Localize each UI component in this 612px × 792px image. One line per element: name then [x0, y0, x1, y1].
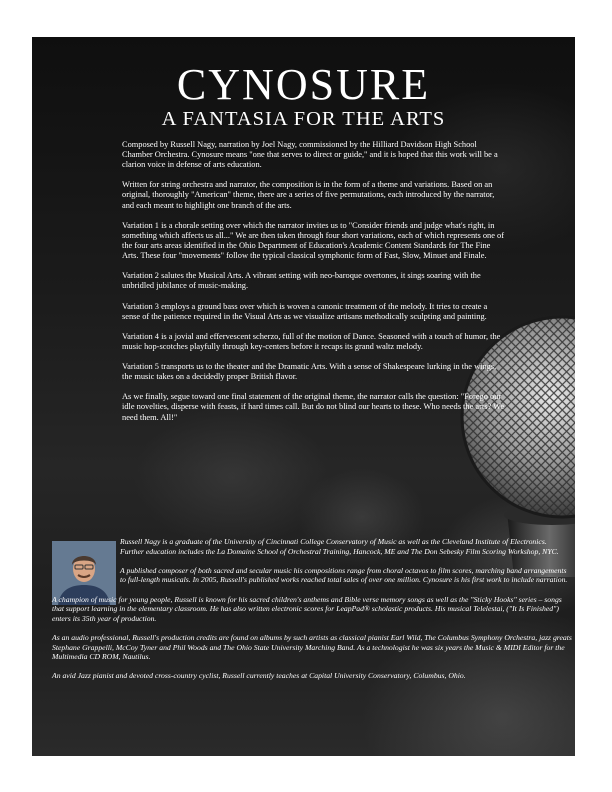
page-title: CYNOSURE: [176, 60, 431, 109]
paragraph-variation-2: Variation 2 salutes the Musical Arts. A vibrant setting with neo-baroque overtones, it sings soaring with the unbridled jubilance of music-making.: [122, 271, 481, 291]
bio-paragraph-young-people: A champion of music for young people, Russell is known for his sacred children's anthems and Bible verse memory songs as well as the "Sticky Hooks" series – songs that support learning in the elementary classroom. He has also written electronic scores for LeapPad® scholastic products. His musical Telelestai, ("It Is Finished") enters its 35th year of production.: [52, 594, 562, 623]
poster-panel: [32, 37, 575, 756]
program-notes: [122, 140, 507, 433]
composer-bio: [52, 537, 572, 691]
bio-paragraph-current: An avid Jazz pianist and devoted cross-country cyclist, Russell currently teaches at Capital University Conservatory, Columbus, Ohio.: [52, 671, 466, 681]
paragraph-variation-4: Variation 4 is a jovial and effervescent scherzo, full of the motion of Dance. Seasoned with a touch of humor, the music hop-scotches playfully through key-centers before it recaps its grand waltz melody.: [122, 331, 501, 351]
bio-paragraph-compositions: A published composer of both sacred and secular music his compositions range from choral octavos to film scores, marching band arrangements to full-length musicals. In 2005, Russell's published works reached total sales of over one million. Cynosure is his first work to include narration.: [120, 565, 568, 585]
paragraph-variation-3: Variation 3 employs a ground bass over which is woven a canonic treatment of the melody. It tries to create a sense of the patience required in the Visual Arts as we visualize artisans methodically sculpting and painting.: [122, 301, 488, 321]
bio-paragraph-audio: As an audio professional, Russell's production credits are found on albums by such artists as classical pianist Earl Wild, The Columbus Symphony Orchestra, jazz greats Stephane Grappelli, McCoy Tyner and Phil Woods and The Ohio State University Marching Band. As a technologist he was six years the Music & MIDI Editor for the Multimedia CD ROM, Nautilus.: [52, 632, 572, 662]
paragraph-intro: Composed by Russell Nagy, narration by Joel Nagy, commissioned by the Hilliard Davidson High School Chamber Orchestra. Cynosure means "one that serves to direct or guide," and it is hoped that this work will be a clarion voice in defense of arts education.: [122, 140, 498, 170]
page-subtitle: A FANTASIA FOR THE ARTS: [161, 108, 446, 130]
paragraph-form: Written for string orchestra and narrator, the composition is in the form of a theme and variations. Based on an original, thoroughly "American" theme, there are a series of five permutations, each introduced by the narrator, and each meant to highlight one branch of the arts.: [122, 180, 495, 210]
paragraph-variation-5: Variation 5 transports us to the theater and the Dramatic Arts. With a sense of Shakespeare lurking in the wings, the music takes on a decidedly proper British flavor.: [122, 362, 497, 382]
bio-paragraph-education: Russell Nagy is a graduate of the University of Cincinnati College Conservatory of Music as well as the Cleveland Institute of Electronics. Further education includes the La Domaine School of Orchestral Training, Hancock, ME and The Don Sebesky Film Scoring Workshop, NYC.: [120, 537, 559, 556]
paragraph-variation-1: Variation 1 is a chorale setting over which the narrator invites us to "Consider friends and judge what's right, in something which affects us all..." We are then taken through four short variations, each of which represents one of the four arts areas identified in the Ohio Department of Education's Academic Content Standards for The Fine Arts. These four "movements" follow the typical classical symphonic form of Fast, Slow, Minuet and Finale.: [122, 220, 504, 261]
paragraph-finale: As we finally, segue toward one final statement of the original theme, the narrator calls the question: "Forego our idle novelties, disperse with feasts, if hard times call. But do not blind our hearts to these. Who needs the arts? We need them. All!": [122, 392, 505, 422]
